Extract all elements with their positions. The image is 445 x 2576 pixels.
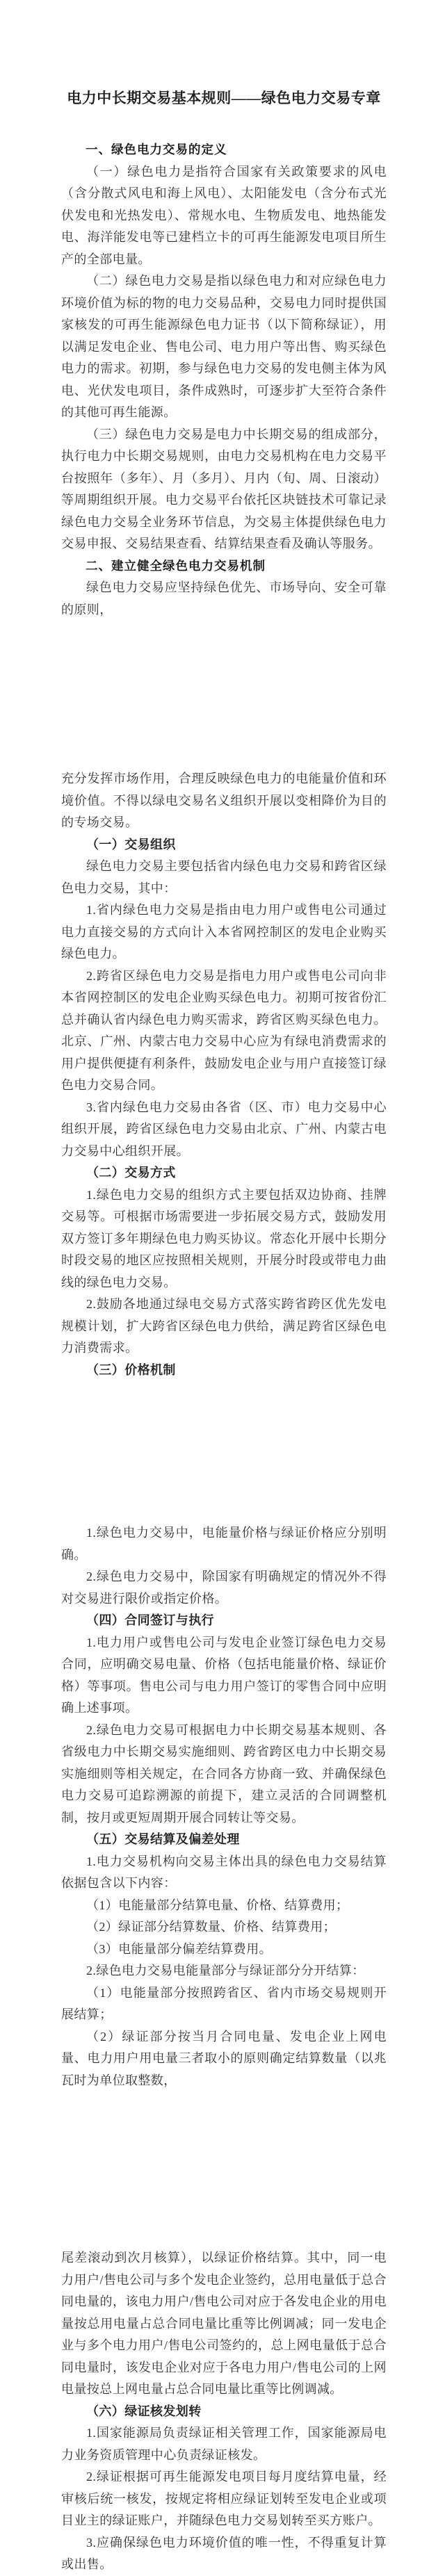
- paragraph: 1.电力交易机构向交易主体出具的绿色电力交易结算依据包含以下内容：: [61, 1854, 387, 1890]
- paragraph: 绿色电力交易主要包括省内绿色电力交易和跨省区绿色电力交易，其中：: [61, 859, 387, 895]
- paragraph: 2.绿色电力交易电能量部分与绿证部分分开结算：: [86, 1964, 365, 1978]
- paragraph: 3.应确保绿色电力环境价值的唯一性，不得重复计算或出售。: [61, 2535, 387, 2571]
- paragraph: 1.绿色电力交易中，电能量价格与绿证价格应分别明确。: [61, 1526, 387, 1562]
- chapter-heading: 一、绿色电力交易的定义: [86, 142, 227, 156]
- paragraph: 1.绿色电力交易的组织方式主要包括双边协商、挂牌交易等。可根据市场需要进一步拓展交易方式，鼓励发用双方签订多年期绿色电力购买协议。常态化开展中长期分时段交易的地区应按照相关规则，开展分时段或带电力曲线的绿色电力交易。: [61, 1187, 387, 1289]
- chapter-heading: 二、建立健全绿色电力交易机制: [86, 558, 266, 573]
- section-heading: （四）合同签订与执行: [86, 1613, 214, 1627]
- document-content: [61, 88, 387, 2576]
- page-break-gap: [61, 621, 387, 768]
- paragraph: 1.省内绿色电力交易是指由电力用户或售电公司通过电力直接交易的方式向计入本省网控制区的发电企业购买绿色电力。: [61, 903, 387, 961]
- paragraph: （1）电能量部分结算电量、价格、结算费用；: [86, 1898, 349, 1912]
- section-heading: （五）交易结算及偏差处理: [86, 1832, 240, 1846]
- paragraph: 2.跨省区绿色电力交易是指电力用户或售电公司向非本省网控制区的发电企业购买绿色电力。初期可按省份汇总并确认省内绿色电力购买需求，跨省区购买绿色电力。北京、广州、内蒙古电力交易中心应为有绿电消费需求的用户提供便捷有利条件，鼓励发电企业与用户直接签订绿色电力交易合同。: [61, 968, 387, 1092]
- paragraph: 绿色电力交易应坚持绿色优先、市场导向、安全可靠的原则，: [61, 580, 387, 617]
- paragraph: 2.绿色电力交易可根据电力中长期交易基本规则、各省级电力中长期交易实施细则、跨省跨区电力中长期交易实施细则等相关规定，在合同各方协商一致、并确保绿色电力交易可追踪溯源的前提下，建立灵活的合同调整机制，按月或更短周期开展合同转让等交易。: [61, 1722, 387, 1825]
- paragraph: （3）电能量部分偏差结算费用。: [86, 1941, 272, 1956]
- section-heading: （一）交易组织: [86, 837, 176, 851]
- paragraph: （二）绿色电力交易是指以绿色电力和对应绿色电力环境价值为标的物的电力交易品种，交易电力同时提供国家核发的可再生能源绿色电力证书（以下简称绿证），用以满足发电企业、售电公司、电力用户等出售、购买绿色电力的需求。初期，参与绿色电力交易的发电侧主体为风电、光伏发电项目，条件成熟时，可逐步扩大至符合条件的其他可再生能源。: [61, 274, 387, 419]
- paragraph-continuation: 充分发挥市场作用，合理反映绿色电力的电能量价值和环境价值。不得以绿电交易名义组织开展以变相降价为目的的专场交易。: [61, 772, 387, 829]
- paragraph-continuation: 尾差滚动到次月核算），以绿证价格结算。其中，同一电力用户/售电公司与多个发电企业签约，总用电量低于总合同电量的，该电力用户/售电公司对应于各发电企业的用电量按总用电量占总合同电量比重等比例调减；同一发电企业与多个电力用户/售电公司签约的，总上网电量低于总合同电量时，该发电企业对应于各电力用户/售电公司的上网电量按总上网电量占总合同电量比重等比例调减。: [61, 2251, 387, 2396]
- paragraph: 1.国家能源局负责绿证相关管理工作，国家能源局电力业务资质管理中心负责绿证核发。: [61, 2426, 387, 2462]
- document-title: 电力中长期交易基本规则——绿色电力交易专章: [67, 90, 381, 106]
- section-heading: （六）绿证核发划转: [86, 2404, 202, 2418]
- page-break-gap: [61, 1381, 387, 1522]
- paragraph: 2.绿色电力交易中，除国家有明确规定的情况外不得对交易进行限价或指定价格。: [61, 1570, 387, 1606]
- paragraph: 3.省内绿色电力交易由各省（区、市）电力交易中心组织开展，跨省区绿色电力交易由北京、广州、内蒙古电力交易中心组织开展。: [61, 1100, 387, 1158]
- paragraph: 2.鼓励各地通过绿电交易方式落实跨省跨区优先发电规模计划，扩大跨省区绿色电力供给，满足跨省区绿色电力消费需求。: [61, 1297, 387, 1355]
- paragraph: （2）绿证部分结算数量、价格、结算费用；: [86, 1920, 336, 1934]
- paragraph: 2.绿证根据可再生能源发电项目每月度结算电量，经审核后统一核发，按规定将相应绿证划转至发电企业或项目业主的绿证账户，并随绿色电力交易划转至买方账户。: [61, 2470, 387, 2527]
- section-heading: （二）交易方式: [86, 1166, 176, 1180]
- paragraph: （1）电能量部分按照跨省区、省内市场交易规则开展结算；: [61, 1985, 387, 2021]
- paragraph: 1.电力用户或售电公司与发电企业签订绿色电力交易合同，应明确交易电量、价格（包括电能量价格、绿证价格）等事项。售电公司与电力用户签订的零售合同中应明确上述事项。: [61, 1635, 387, 1715]
- paragraph: （三）绿色电力交易是电力中长期交易的组成部分，执行电力中长期交易规则，由电力交易机构在电力交易平台按照年（多年）、月（多月）、月内（旬、周、日滚动）等周期组织开展。电力交易平台依托区块链技术可靠记录绿色电力交易全业务环节信息，为交易主体提供绿色电力交易申报、交易结果查看、结算结果查看及确认等服务。: [61, 427, 387, 551]
- paragraph: （一）绿色电力是指符合国家有关政策要求的风电（含分散式风电和海上风电）、太阳能发电（含分布式光伏发电和光热发电）、常规水电、生物质发电、地热能发电、海洋能发电等已建档立卡的可再生能源发电项目所生产的全部电量。: [61, 164, 387, 266]
- page-break-gap: [61, 2092, 387, 2247]
- paragraph: （2）绿证部分按当月合同电量、发电企业上网电量、电力用户用电量三者取小的原则确定结算数量（以兆瓦时为单位取整数，: [61, 2029, 387, 2087]
- section-heading: （三）价格机制: [86, 1362, 176, 1377]
